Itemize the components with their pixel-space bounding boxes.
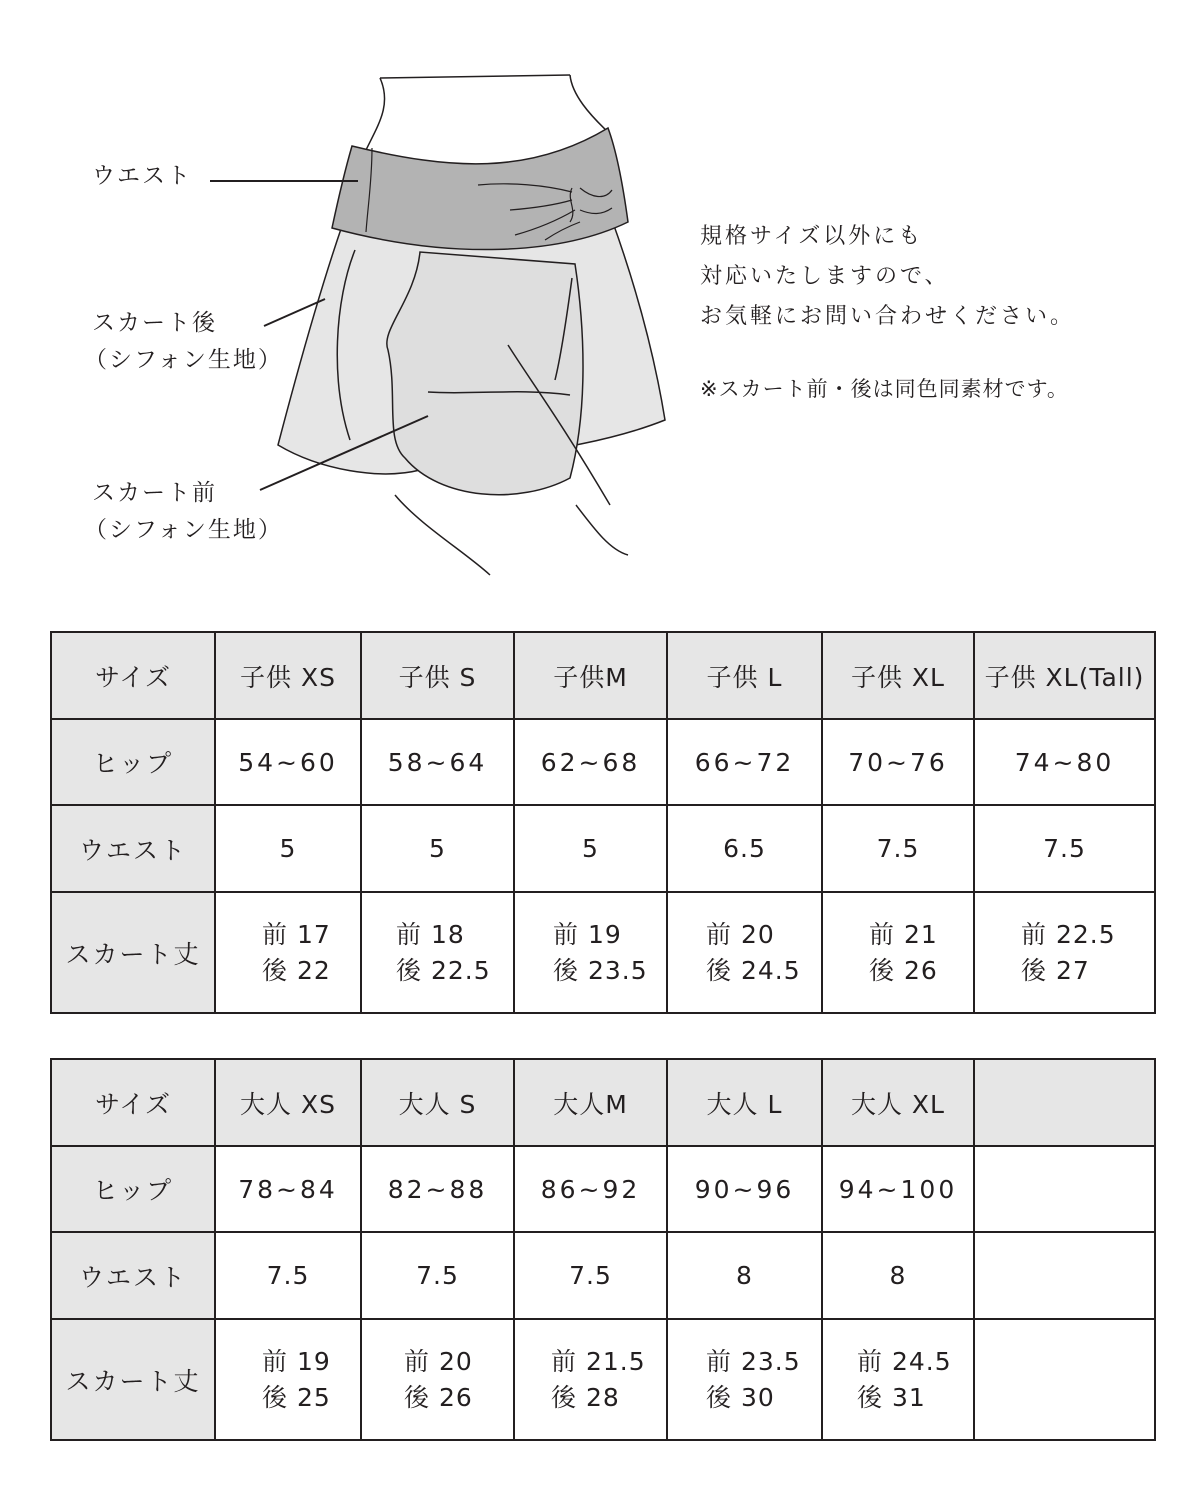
row-label-size: サイズ [51, 632, 215, 719]
length-cell [667, 892, 822, 1013]
waist-cell: 5 [361, 805, 514, 892]
skirt-front-shape [387, 252, 583, 495]
body-right [570, 75, 608, 132]
size-cell: 子供 XL [822, 632, 974, 719]
custom-size-note [700, 217, 1075, 409]
hip-cell: 86~92 [514, 1146, 667, 1232]
size-cell: 大人 XS [215, 1059, 361, 1146]
label-skirt-back [84, 305, 283, 379]
waistband-shape [332, 128, 628, 250]
length-front: 前 20 [404, 1346, 473, 1376]
waist-cell: 5 [215, 805, 361, 892]
row-label-hip: ヒップ [51, 1146, 215, 1232]
length-back: 後 23.5 [553, 955, 648, 985]
length-front: 前 17 [262, 919, 331, 949]
kids-length-row [51, 892, 1155, 1013]
length-back: 後 24.5 [706, 955, 801, 985]
length-back: 後 25 [262, 1382, 331, 1412]
note-asterisk: ※スカート前・後は同色同素材です。 [700, 377, 1069, 401]
length-back: 後 26 [869, 955, 938, 985]
length-cell [215, 1319, 361, 1440]
size-cell: 子供 L [667, 632, 822, 719]
length-front: 前 19 [262, 1346, 331, 1376]
waist-cell: 8 [667, 1232, 822, 1319]
row-label-length: スカート丈 [51, 1319, 215, 1440]
kids-waist-row [51, 805, 1155, 892]
waist-cell: 7.5 [974, 805, 1155, 892]
length-cell [822, 1319, 974, 1440]
length-cell [361, 1319, 514, 1440]
length-cell [361, 892, 514, 1013]
note-line-2: 対応いたしますので、 [700, 264, 950, 289]
size-cell: 子供 XS [215, 632, 361, 719]
waist-cell-empty [974, 1232, 1155, 1319]
length-back: 後 30 [706, 1382, 775, 1412]
size-cell: 子供M [514, 632, 667, 719]
label-skirt-back-sub: （シフォン生地） [84, 347, 283, 373]
label-skirt-front-main: スカート前 [92, 480, 217, 506]
size-cell: 子供 XL(Tall) [974, 632, 1155, 719]
length-front: 前 21 [869, 919, 938, 949]
waist-cell: 7.5 [514, 1232, 667, 1319]
adult-size-row [51, 1059, 1155, 1146]
length-cell [667, 1319, 822, 1440]
label-skirt-back-main: スカート後 [92, 310, 217, 336]
label-skirt-front-sub: （シフォン生地） [84, 517, 283, 543]
hip-cell: 74~80 [974, 719, 1155, 805]
row-label-waist: ウエスト [51, 805, 215, 892]
size-cell: 大人M [514, 1059, 667, 1146]
kids-size-row [51, 632, 1155, 719]
note-line-1: 規格サイズ以外にも [700, 224, 924, 249]
kids-hip-row [51, 719, 1155, 805]
row-label-length: スカート丈 [51, 892, 215, 1013]
body-top [380, 75, 570, 78]
length-cell [215, 892, 361, 1013]
row-label-waist: ウエスト [51, 1232, 215, 1319]
waist-cell: 5 [514, 805, 667, 892]
row-label-size: サイズ [51, 1059, 215, 1146]
length-cell [974, 892, 1155, 1013]
label-waist: ウエスト [92, 163, 192, 189]
length-cell-empty [974, 1319, 1155, 1440]
hip-cell: 54~60 [215, 719, 361, 805]
leg-left [395, 495, 490, 575]
size-cell-empty [974, 1059, 1155, 1146]
length-front: 前 20 [706, 919, 775, 949]
length-front: 前 22.5 [1021, 919, 1116, 949]
adult-size-table [50, 1058, 1156, 1441]
size-cell: 子供 S [361, 632, 514, 719]
length-back: 後 26 [404, 1382, 473, 1412]
waist-cell: 7.5 [215, 1232, 361, 1319]
row-label-hip: ヒップ [51, 719, 215, 805]
size-cell: 大人 XL [822, 1059, 974, 1146]
hip-cell: 78~84 [215, 1146, 361, 1232]
kids-size-table [50, 631, 1156, 1014]
length-front: 前 24.5 [857, 1346, 952, 1376]
waist-cell: 7.5 [822, 805, 974, 892]
waist-cell: 7.5 [361, 1232, 514, 1319]
length-cell [514, 1319, 667, 1440]
length-front: 前 18 [396, 919, 465, 949]
body-outline [366, 78, 385, 150]
hip-cell: 94~100 [822, 1146, 974, 1232]
hip-cell: 58~64 [361, 719, 514, 805]
size-cell: 大人 S [361, 1059, 514, 1146]
label-skirt-front [84, 475, 283, 549]
waist-cell: 6.5 [667, 805, 822, 892]
length-cell [822, 892, 974, 1013]
length-back: 後 28 [551, 1382, 620, 1412]
length-front: 前 21.5 [551, 1346, 646, 1376]
length-back: 後 22.5 [396, 955, 491, 985]
hip-cell: 70~76 [822, 719, 974, 805]
length-back: 後 22 [262, 955, 331, 985]
hip-cell: 62~68 [514, 719, 667, 805]
adult-waist-row [51, 1232, 1155, 1319]
hip-cell: 66~72 [667, 719, 822, 805]
length-back: 後 31 [857, 1382, 926, 1412]
hip-cell: 90~96 [667, 1146, 822, 1232]
hip-cell-empty [974, 1146, 1155, 1232]
adult-length-row [51, 1319, 1155, 1440]
note-line-3: お気軽にお問い合わせください。 [700, 304, 1076, 329]
adult-hip-row [51, 1146, 1155, 1232]
leg-right [576, 505, 628, 555]
hip-cell: 82~88 [361, 1146, 514, 1232]
waist-cell: 8 [822, 1232, 974, 1319]
length-front: 前 19 [553, 919, 622, 949]
length-front: 前 23.5 [706, 1346, 801, 1376]
length-back: 後 27 [1021, 955, 1090, 985]
size-cell: 大人 L [667, 1059, 822, 1146]
length-cell [514, 892, 667, 1013]
